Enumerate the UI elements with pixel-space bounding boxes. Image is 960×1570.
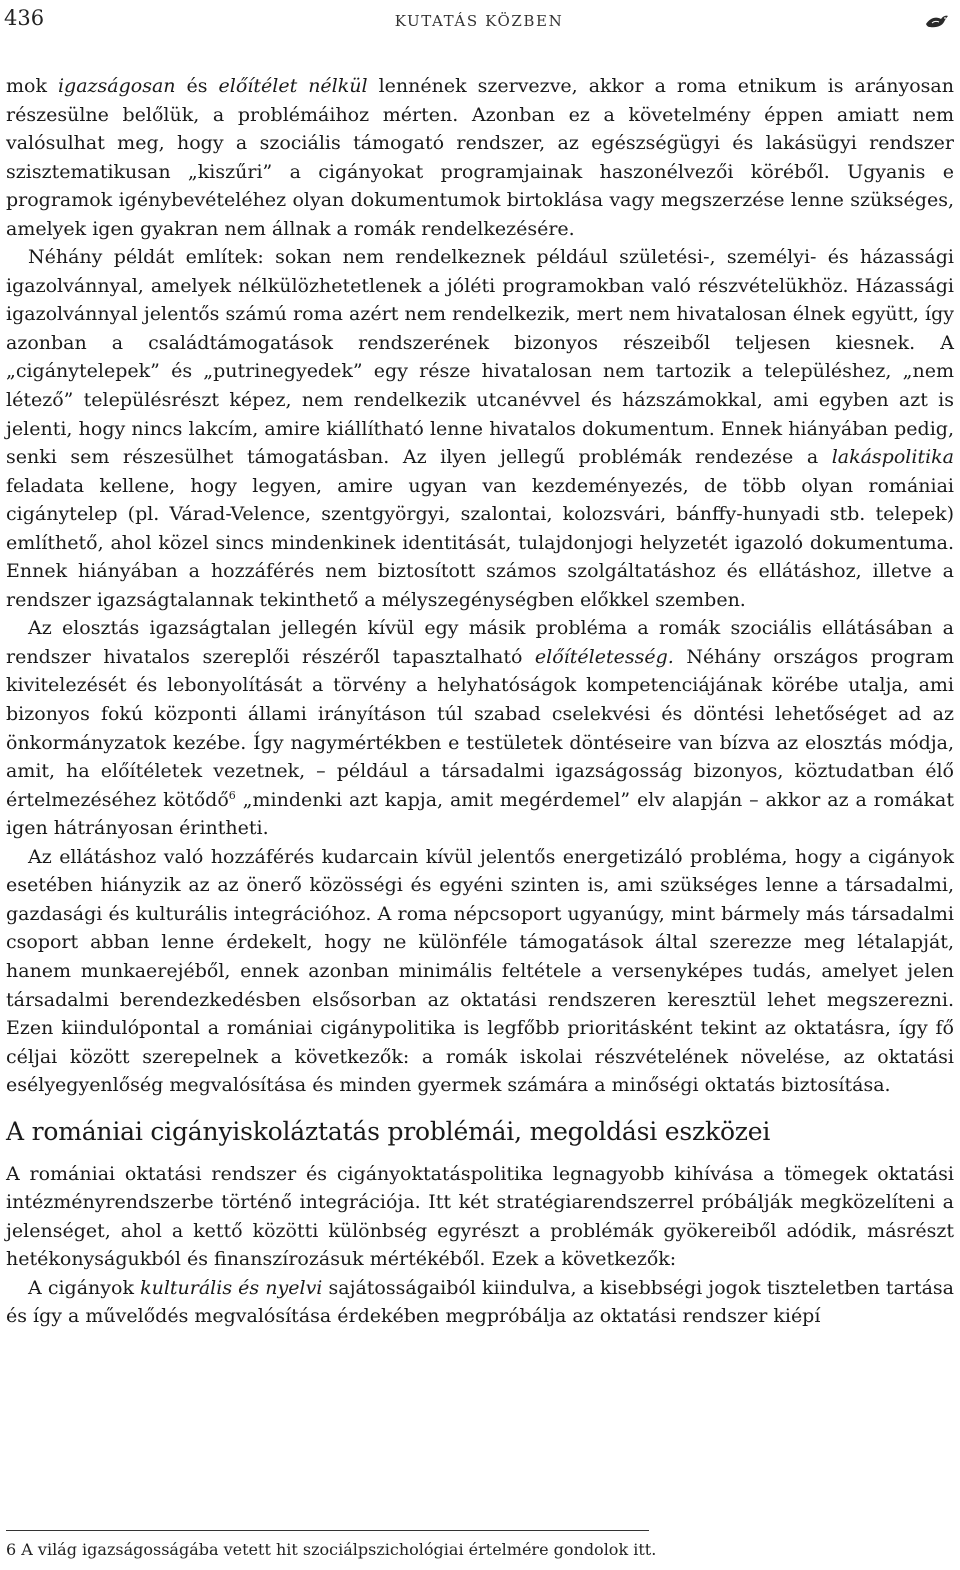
page-number: 436 [4,6,45,30]
paragraph-1: mok igazságosan és előítélet nélkül lennének szervezve, akkor a roma etnikum is arányosan részesülne belőlük, a problémáihoz mérten. Azonban ez a követelmény éppen amiatt nem valósulhat meg, hogy a szociális támogató rendszer, az egészségügyi és lakásügyi rendszer szisztematikusan „kiszűri” a cigányokat programjainak haszonélvezői köréből. Ugyanis e programok igénybevételéhez olyan dokumentumok birtoklása vagy megszerzése lenne szükséges, amelyek igen gyakran nem állnak a romák rendelkezésére. [6,75,954,240]
paragraph-3: Az elosztás igazságtalan jellegén kívül egy másik probléma a romák szociális ellátásában a rendszer hivatalos szereplői részéről tapasztalható előítéletesség. Néhány országos program kivitelezését és lebonyolítását a törvény a helyhatóságok kompetenciájának körébe utalja, ami bizonyos fokú központi állami irányításon túl szabad cselekvési és döntési lehetőséget ad az önkormányzatok kezébe. Így nagymértékben e testületek döntéseire van bízva az elosztás módja, amit, ha előítéletek vezetnek, – például a társadalmi igazságosság bizonyos, köztudatban élő értelmezéséhez kötődő$^6$ „mindenki azt kapja, amit megérdemel” elv alapján – akkor az a romákat igen hátrányosan érintheti. [6,617,955,840]
section-heading: A romániai cigányiskoláztatás problémái, megoldási eszközei [6,1116,771,1146]
running-head: KUTATÁS KÖZBEN [394,12,564,30]
paragraph-4: Az ellátáshoz való hozzáférés kudarcain kívül jelentős energetizáló probléma, hogy a cigányok esetében hiányzik az az önerő közösségi és egyéni szinten is, ami szükséges lenne a társadalmi, gazdasági és kulturális integrációhoz. A roma népcsoport ugyanúgy, mint bármely más társadalmi csoport abban lenne érdekelt, hogy ne különféle támogatások által szerezze meg létalapját, hanem munkaerejéből, ennek azonban minimális feltétele a versenyképes tudás, amelyet jelen társadalmi berendezkedésben elsősorban az oktatási rendszeren keresztül lehet megszerezni. Ezen kiindulópontal a romániai cigánypolitika is legfőbb prioritásként tekint az oktatásra, így fő céljai között szerepelnek a következők: a romák iskolai részvételének növelése, az oktatási esélyegyenlőség megvalósítása és minden gyermek számára a minőségi oktatás biztosítása. [6,845,954,1097]
footnote-divider [6,1530,649,1531]
paragraph-2: Néhány példát említek: sokan nem rendelkeznek például születési-, személyi- és házassági igazolvánnyal, amelyek nélkülözhetetlenek a jóléti programokban való részvételükhöz. Házassági igazolvánnyal jelentős számú roma azért nem rendelkezik, mert nem hivatalosan élnek együtt, így azonban a családtámogatások rendszerének bizonyos részeiből teljesen kiesnek. A „cigánytelepek” és „putrinegyedek” egy része hivatalosan nem tartozik a településhez, „nem létező” településrészt képez, nem rendelkezik utcanévvel és házszámokkal, ami egyben azt is jelenti, hogy nincs lakcím, amire kiállítható lenne hivatalos dokumentum. Ennek hiányában pedig, senki sem részesülhet támogatásban. Az ilyen jellegű problémák rendezése a lakáspolitika feladata kellene, hogy legyen, amire ugyan van kezdeményezés, de több olyan romániai cigánytelep (pl. Várad-Velence, szentgyörgyi, szalontai, kolozsvári, bánffy-hunyadi stb. telepek) említhető, ahol közel sincs mindenkinek identitását, tulajdonjogi helyzetét igazoló dokumentuma. Ennek hiányában a hozzáférés nem biztosított számos szolgáltatáshoz és ellátáshoz, illetve a rendszer igazságtalannak tekinthető a mélyszegénységben előkkel szemben. [6,246,954,611]
paragraph-6: A cigányok kulturális és nyelvi sajátosságaiból kiindulva, a kisebbségi jogok tiszteletben tartása és így a művelődés megvalósítása érdekében megpróbálja az oktatási rendszer kiépí [6,1276,954,1328]
footnote: 6 A világ igazságosságába vetett hit szociálpszichológiai értelmére gondolok itt. [6,1540,657,1559]
body-text [6,72,954,1331]
page-header [4,4,954,36]
footnote-reference[interactable]: 6 [228,788,236,802]
bird-ornament-icon [924,12,950,30]
paragraph-5: A romániai oktatási rendszer és cigányoktatáspolitika legnagyobb kihívása a tömegek oktatási intézményrendszerbe történő integrációja. Itt két stratégiarendszerrel próbálják megközelíteni a jelenséget, ahol a kettő közötti különbség egyrészt a problémák gyökereiből adódik, másrészt hetékonyságukból és finanszírozásuk mértékéből. Ezek a következők: [6,1162,954,1271]
